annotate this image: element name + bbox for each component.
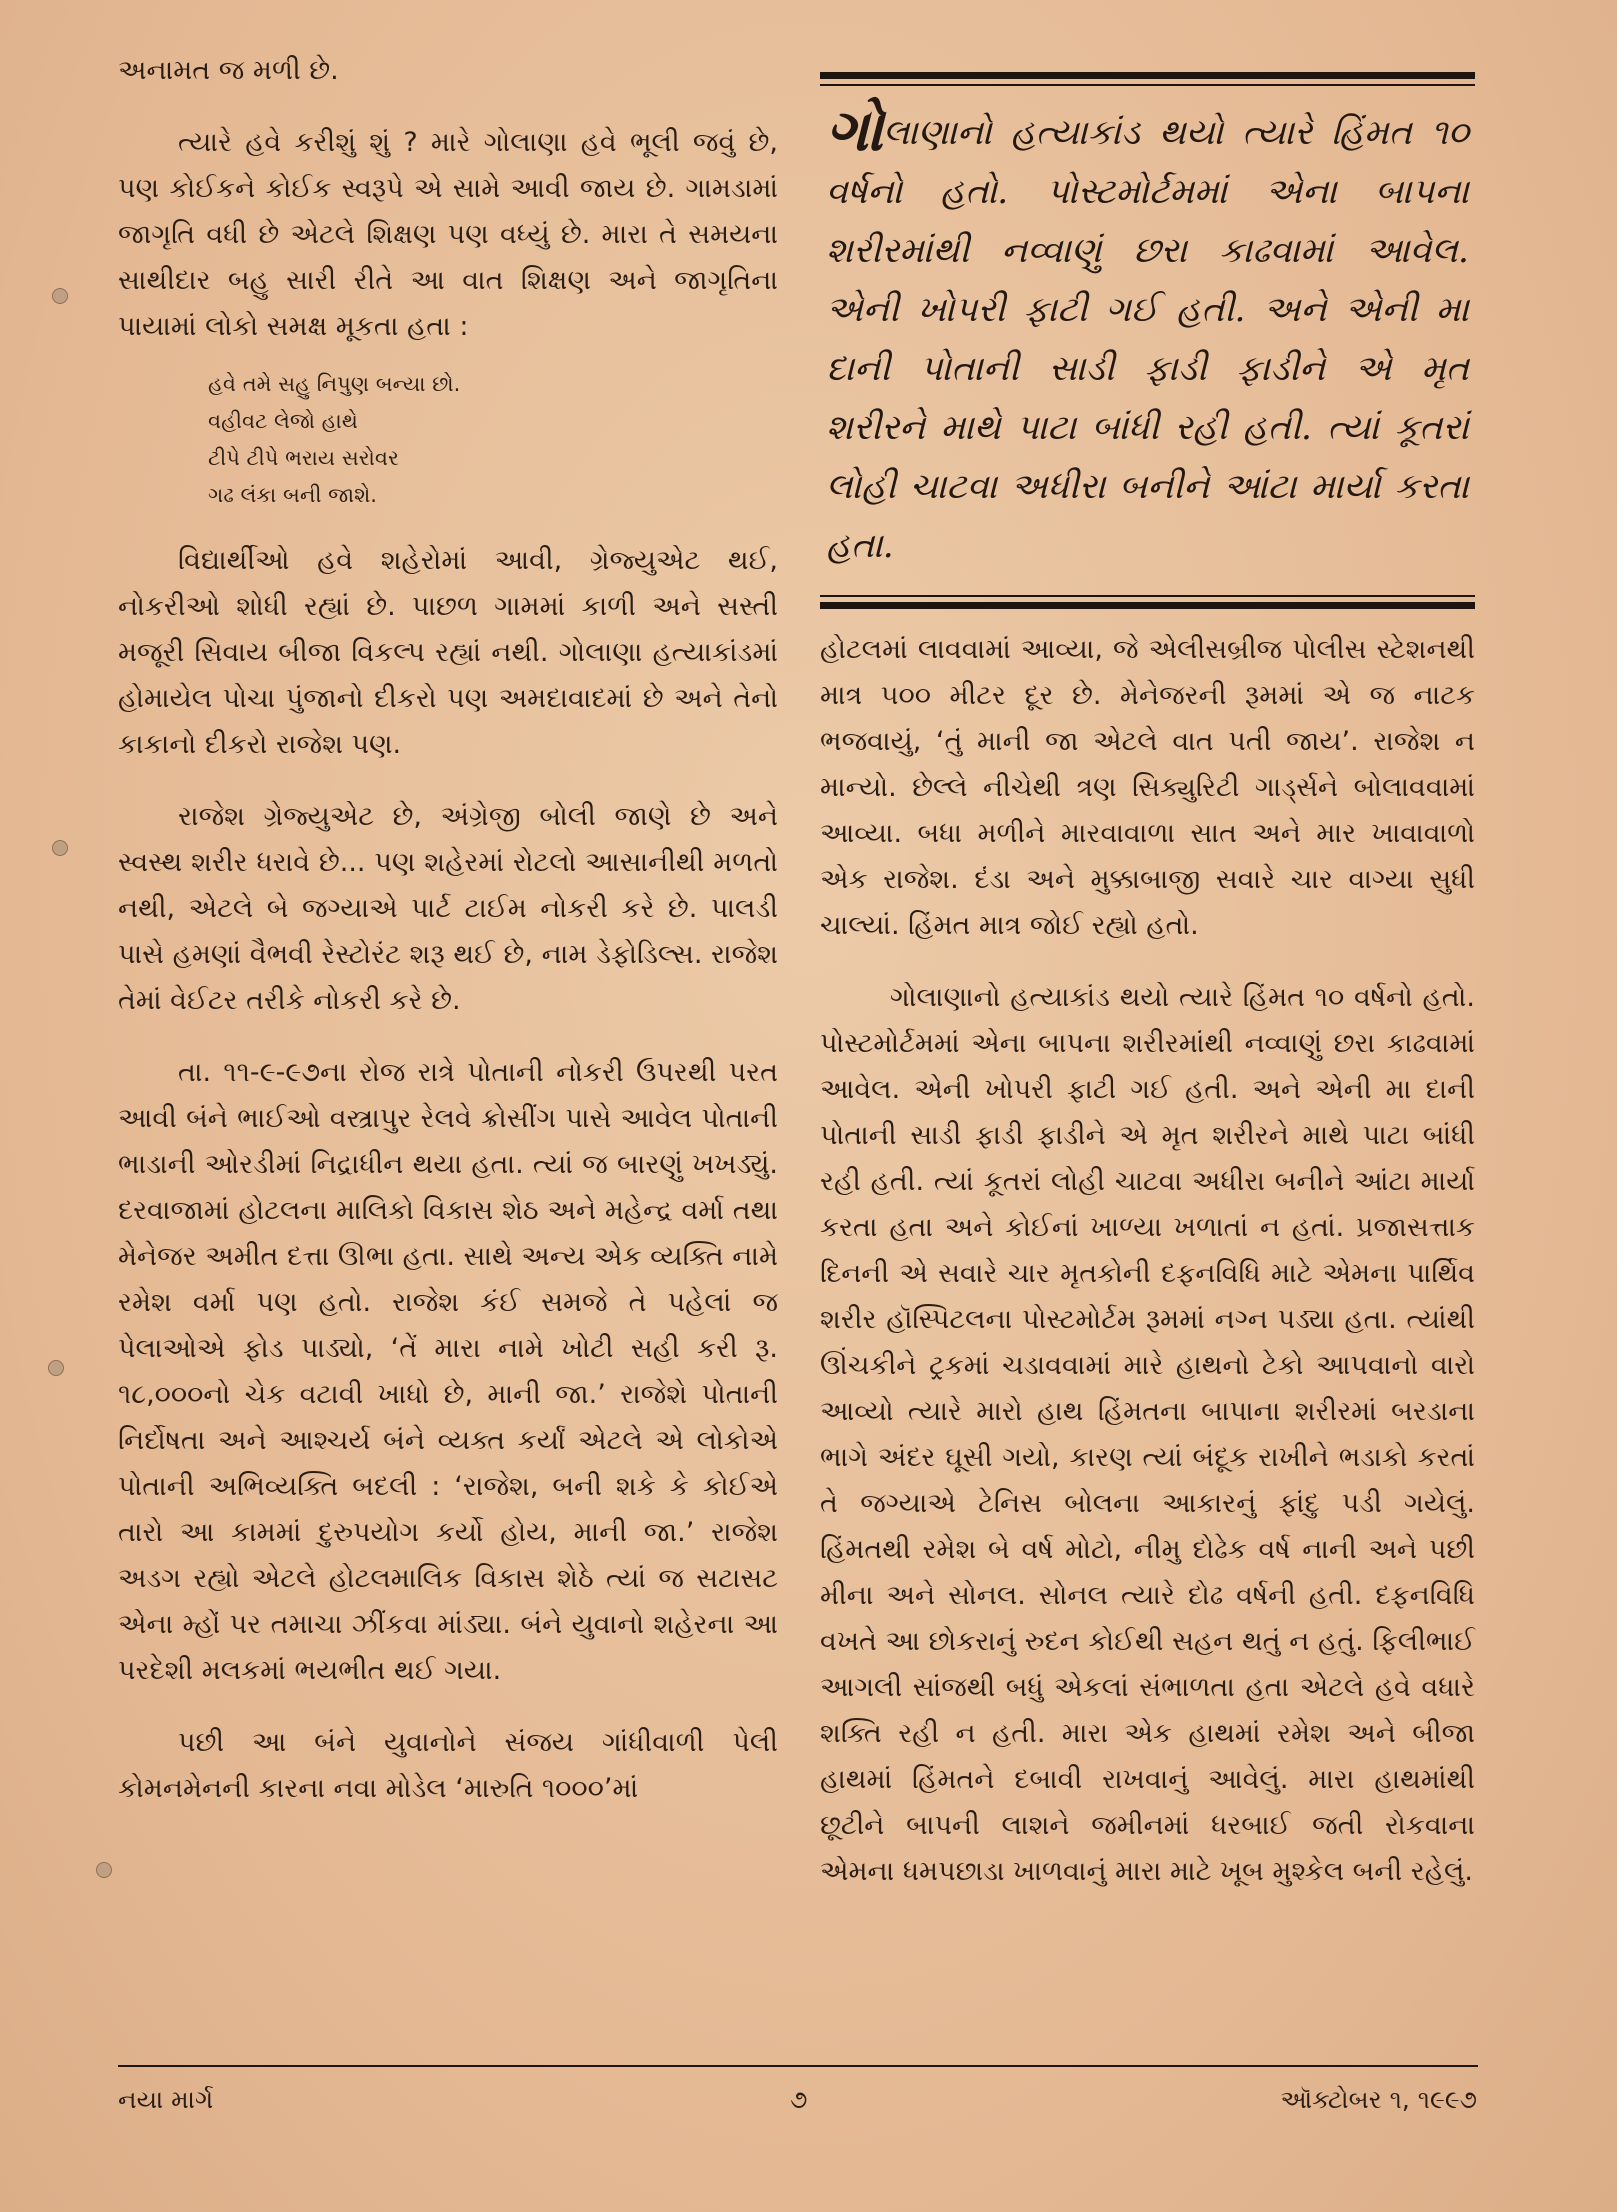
staple-hole-mark: [52, 288, 68, 304]
pull-quote-bottom-rule-thin: [820, 595, 1475, 597]
left-paragraph-1: અનામત જ મળી છે.: [118, 55, 339, 86]
footer-rule: [118, 2065, 1478, 2067]
right-paragraph-2: ગોલાણાનો હત્યાકાંડ થયો ત્યારે હિંમત ૧૦ વર્ષનો હતો. પોસ્ટમોર્ટમમાં એના બાપના શરીરમાંથી નવ્વાણું છરા કાઢવામાં આવેલ. એની ખોપરી ફાટી ગઈ હતી. અને એની મા દાની પોતાની સાડી ફાડી ફાડીને એ મૃત શરીરને માથે પાટા બાંધી રહી હતી. ત્યાં કૂતરાં લોહી ચાટવા અધીરા બનીને આંટા માર્યા કરતા હતા અને કોઈનાં ખાળ્યા ખળાતાં ન હતાં. પ્રજાસત્તાક દિનની એ સવારે ચાર મૃતકોની દફનવિધિ માટે એમના પાર્થિવ શરીર હૉસ્પિટલના પોસ્ટમોર્ટમ રૂમમાં નગ્ન પડ્યા હતા. ત્યાંથી ઊંચકીને ટ્રકમાં ચડાવવામાં મારે હાથનો ટેકો આપવાનો વારો આવ્યો ત્યારે મારો હાથ હિંમતના બાપાના શરીરમાં બરડાના ભાગે અંદર ઘૂસી ગયો, કારણ ત્યાં બંદૂક રાખીને ભડાકો કરતાં તે જગ્યાએ ટેનિસ બોલના આકારનું ફાંદુ પડી ગયેલું. હિંમતથી રમેશ બે વર્ષ મોટો, નીમુ દોઢેક વર્ષ નાની અને પછી મીના અને સોનલ. સોનલ ત્યારે દોઢ વર્ષની હતી. દફનવિધિ વખતે આ છોકરાનું રુદન કોઈથી સહન થતું ન હતું. ફિલીભાઈ આગલી સાંજથી બધું એકલાં સંભાળતા હતા એટલે હવે વધારે શક્તિ રહી ન હતી. મારા એક હાથમાં રમેશ અને બીજા હાથમાં હિંમતને દબાવી રાખવાનું આવેલું. મારા હાથમાંથી છૂટીને બાપની લાશને જમીનમાં ધરબાઈ જતી રોકવાના એમના ધમપછાડા ખાળવાનું મારા માટે ખૂબ મુશ્કેલ બની રહેલું.: [820, 982, 1475, 1887]
left-paragraph-4: રાજેશ ગ્રેજ્યુએટ છે, અંગ્રેજી બોલી જાણે છે અને સ્વસ્થ શરીર ધરાવે છે... પણ શહેરમાં રોટલો આસાનીથી મળતો નથી, એટલે બે જગ્યાએ પાર્ટ ટાઈમ નોકરી કરે છે. પાલડી પાસે હમણાં વૈભવી રેસ્ટોરંટ શરૂ થઈ છે, નામ ડેફોડિલ્સ. રાજેશ તેમાં વેઈટર તરીકે નોકરી કરે છે.: [118, 801, 778, 1016]
footer-page-number: ૭: [790, 2085, 808, 2114]
footer-date: ઑક્ટોબર ૧, ૧૯૯૭: [1280, 2085, 1477, 2114]
footer-magazine-name: નયા માર્ગ: [118, 2085, 214, 2114]
pull-quote-top-rule: [820, 72, 1475, 79]
poem: [208, 366, 778, 514]
right-body: [820, 609, 1475, 1895]
right-column: [820, 72, 1475, 1921]
staple-hole-mark: [96, 1862, 112, 1878]
left-paragraph-3: વિદ્યાર્થીઓ હવે શહેરોમાં આવી, ગ્રેજ્યુએટ થઈ, નોકરીઓ શોધી રહ્યાં છે. પાછળ ગામમાં કાળી અને સસ્તી મજૂરી સિવાય બીજા વિકલ્પ રહ્યાં નથી. ગોલાણા હત્યાકાંડમાં હોમાયેલ પોચા પુંજાનો દીકરો પણ અમદાવાદમાં છે અને તેનો કાકાનો દીકરો રાજેશ પણ.: [118, 545, 778, 760]
staple-hole-mark: [52, 840, 68, 856]
left-paragraph-5: તા. ૧૧-૯-૯૭ના રોજ રાત્રે પોતાની નોકરી ઉપરથી પરત આવી બંને ભાઈઓ વસ્ત્રાપુર રેલવે ક્રોસીંગ પાસે આવેલ પોતાની ભાડાની ઓરડીમાં નિદ્રાધીન થયા હતા. ત્યાં જ બારણું ખખડ્યું. દરવાજામાં હોટલના માલિકો વિકાસ શેઠ અને મહેન્દ્ર વર્મા તથા મેનેજર અમીત દત્તા ઊભા હતા. સાથે અન્ય એક વ્યક્તિ નામે રમેશ વર્મા પણ હતો. રાજેશ કંઈ સમજે તે પહેલાં જ પેલાઓએ ફોડ પાડ્યો, ‘તેં મારા નામે ખોટી સહી કરી રૂ. ૧૮,૦૦૦નો ચેક વટાવી ખાધો છે, માની જા.’ રાજેશે પોતાની નિર્દોષતા અને આશ્ચર્ય બંને વ્યક્ત કર્યાં એટલે એ લોકોએ પોતાની અભિવ્યક્તિ બદલી : ‘રાજેશ, બની શકે કે કોઈએ તારો આ કામમાં દુરુપયોગ કર્યો હોય, માની જા.’ રાજેશ અડગ રહ્યો એટલે હોટલમાલિક વિકાસ શેઠે ત્યાં જ સટાસટ એના મ્હોં પર તમાચા ઝીંકવા માંડ્યા. બંને યુવાનો શહેરના આ પરદેશી મલકમાં ભયભીત થઈ ગયા.: [118, 1057, 779, 1686]
pull-quote: [820, 86, 1475, 590]
left-paragraph-2: ત્યારે હવે કરીશું શું ? મારે ગોલાણા હવે ભૂલી જવું છે, પણ કોઈકને કોઈક સ્વરૂપે એ સામે આવી જાય છે. ગામડામાં જાગૃતિ વધી છે એટલે શિક્ષણ પણ વધ્યું છે. મારા તે સમયના સાથીદાર બહુ સારી રીતે આ વાત શિક્ષણ અને જાગૃતિના પાયામાં લોકો સમક્ષ મૂકતા હતા :: [118, 127, 778, 342]
pull-quote-bottom-rule: [820, 602, 1475, 609]
poem-line: ટીપે ટીપે ભરાય સરોવર: [208, 446, 399, 470]
staple-hole-mark: [48, 1360, 64, 1376]
right-paragraph-1: હોટલમાં લાવવામાં આવ્યા, જે એલીસબ્રીજ પોલીસ સ્ટેશનથી માત્ર ૫૦૦ મીટર દૂર છે. મેનેજરની રૂમમાં એ જ નાટક ભજવાયું, ‘તું માની જા એટલે વાત પતી જાય’. રાજેશ ન માન્યો. છેલ્લે નીચેથી ત્રણ સિક્યુરિટી ગાર્ડ્સને બોલાવવામાં આવ્યા. બધા મળીને મારવાવાળા સાત અને માર ખાવાવાળો એક રાજેશ. દંડા અને મુક્કાબાજી સવારે ચાર વાગ્યા સુધી ચાલ્યાં. હિંમત માત્ર જોઈ રહ્યો હતો.: [820, 634, 1475, 941]
pull-quote-dropcap: ગો: [826, 96, 883, 164]
poem-line: વહીવટ લેજો હાથે: [208, 409, 358, 433]
left-paragraph-6: પછી આ બંને યુવાનોને સંજય ગાંધીવાળી પેલી કોમનમેનની કારના નવા મોડેલ ‘મારુતિ ૧૦૦૦’માં: [118, 1727, 778, 1804]
poem-line: હવે તમે સહુ નિપુણ બન્યા છો.: [208, 372, 461, 396]
left-column: [118, 48, 778, 1838]
poem-line: ગઢ લંકા બની જાશે.: [208, 483, 377, 507]
pull-quote-text: લાણાનો હત્યાકાંડ થયો ત્યારે હિંમત ૧૦ વર્ષનો હતો. પોસ્ટમોર્ટમમાં એના બાપના શરીરમાંથી નવ્વાણું છરા કાઢવામાં આવેલ. એની ખોપરી ફાટી ગઈ હતી. અને એની મા દાની પોતાની સાડી ફાડી ફાડીને એ મૃત શરીરને માથે પાટા બાંધી રહી હતી. ત્યાં કૂતરાં લોહી ચાટવા અધીરા બનીને આંટા માર્યા કરતા હતા.: [826, 113, 1469, 566]
